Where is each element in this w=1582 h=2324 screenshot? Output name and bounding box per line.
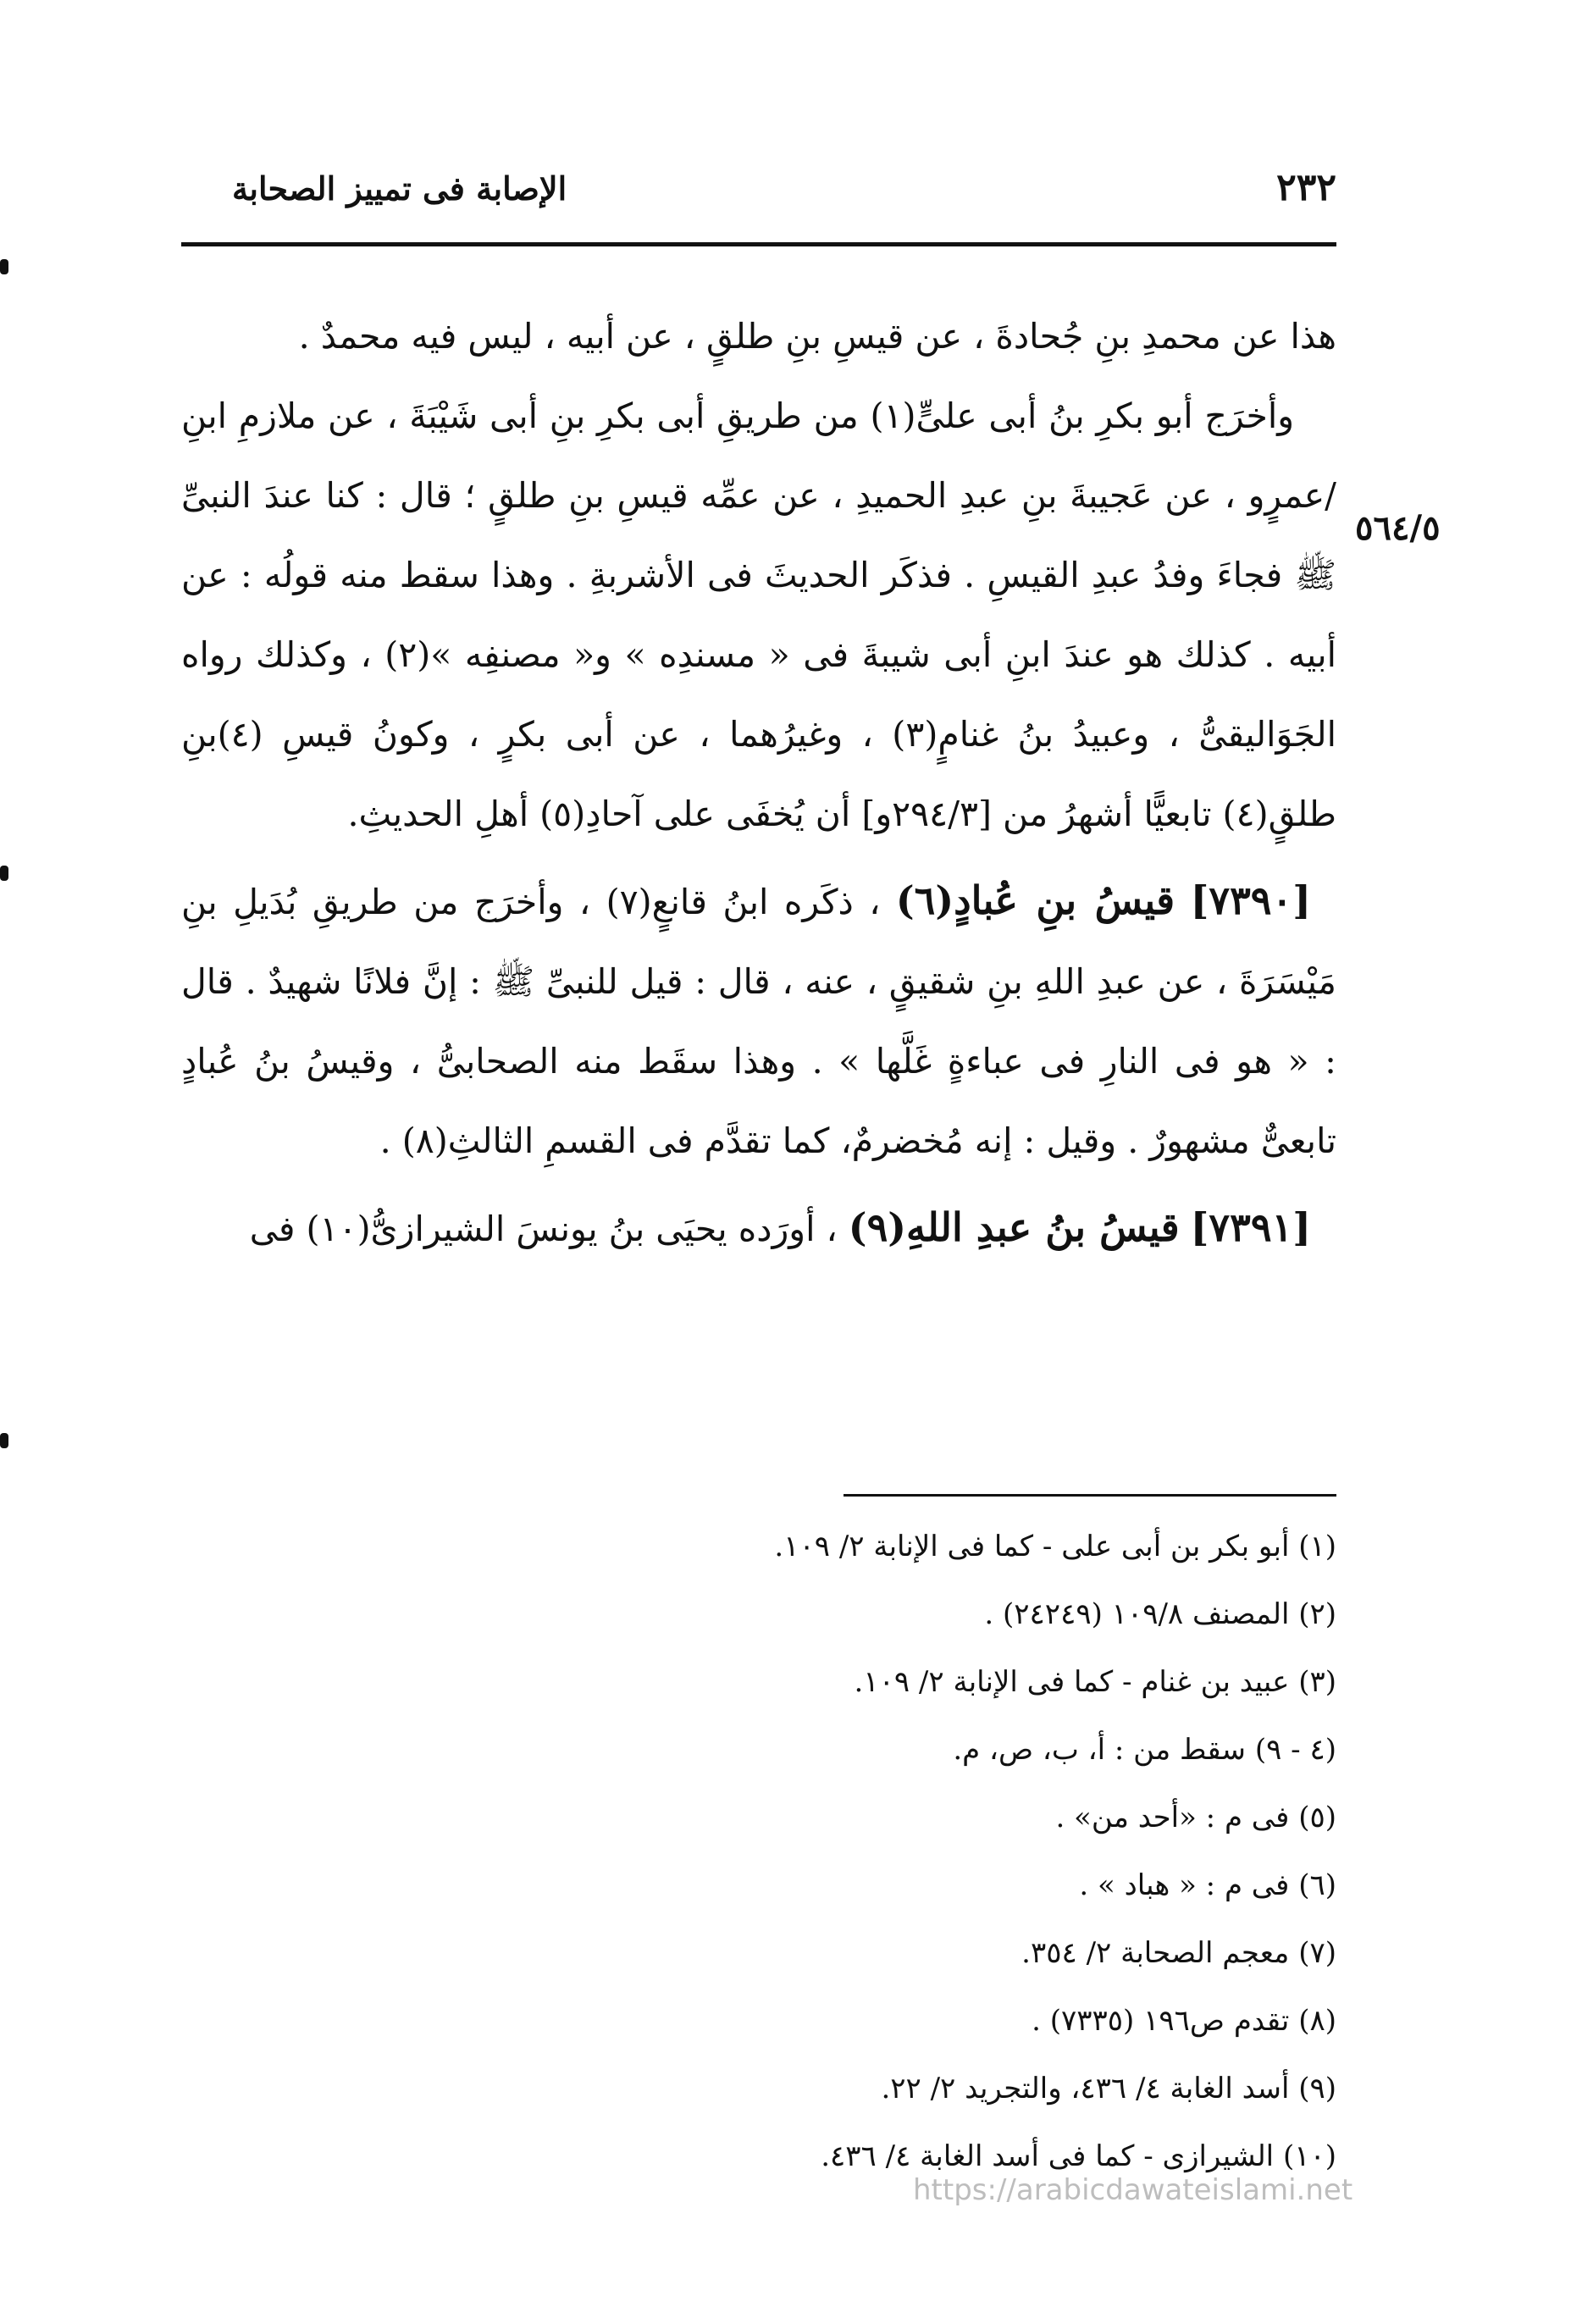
- entry-name: قيسُ بنِ عُبادٍ(٦): [895, 877, 1175, 923]
- main-text: [181, 296, 1336, 1269]
- page-number: ٢٣٢: [1276, 166, 1336, 209]
- footnote-rule: [844, 1494, 1336, 1497]
- entry-text: ، ذكَره ابنُ قانعٍ(٧) ، وأخرَج من طريقِ بُدَيلِ بنِ مَيْسَرَةَ ، عن عبدِ اللهِ بنِ شقيقٍ ، عنه ، قال : قيل للنبىِّ ﷺ : إنَّ فلانًا شهيدٌ . قال : « هو فى النارِ فى عباءةٍ غَلَّها » . وهذا سقَط منه الصحابىُّ ، وقيسُ بنُ عُبادٍ تابعىٌّ مشهورٌ . وقيل : إنه مُخضرمٌ، كما تقدَّم فى القسمِ الثالثِ(٨) .: [181, 882, 1336, 1161]
- scan-edge-mark: [0, 866, 8, 881]
- watermark-url: https://arabicdawateislami.net: [913, 2173, 1353, 2207]
- footnote: (٨) تقدم ص١٩٦ (٧٣٣٥) .: [1032, 2004, 1336, 2038]
- footnote: (٥) فى م : «أحد من» .: [1055, 1801, 1336, 1834]
- entry-name: قيسُ بنُ عبدِ اللهِ(٩): [848, 1204, 1180, 1250]
- entry-number: [٧٣٩٠]: [1190, 877, 1311, 923]
- page-header: [181, 166, 1336, 217]
- footnote: (١) أبو بكر بن أبى على - كما فى الإنابة ٢/ ١٠٩.: [774, 1530, 1336, 1563]
- footnote: (٧) معجم الصحابة ٢/ ٣٥٤.: [1021, 1936, 1336, 1970]
- entry-7390: [181, 860, 1336, 1181]
- entry-7391: [181, 1187, 1336, 1269]
- footnote: (٩) أسد الغابة ٤/ ٤٣٦، والتجريد ٢/ ٢٢.: [881, 2072, 1336, 2105]
- footnote: (٤ - ٩) سقط من : أ، ب، ص، م.: [953, 1733, 1336, 1767]
- footnote: (١٠) الشيرازى - كما فى أسد الغابة ٤/ ٤٣٦.: [821, 2139, 1336, 2173]
- running-title: الإصابة فى تمييز الصحابة: [232, 169, 567, 208]
- paragraph-1: هذا عن محمدِ بنِ جُحادةَ ، عن قيسِ بنِ طلقٍ ، عن أبيه ، ليس فيه محمدٌ .: [298, 316, 1336, 357]
- entry-number: [٧٣٩١]: [1190, 1204, 1311, 1250]
- paragraph-2: وأخرَج أبو بكرِ بنُ أبى علىٍّ(١) من طريقِ أبى بكرِ بنِ أبى شَيْبَةَ ، عن ملازمِ ابنِ /عمرٍو ، عن عَجيبةَ بنِ عبدِ الحميدِ ، عن عمِّه قيسِ بنِ طلقٍ ؛ قال : كنا عندَ النبىِّ ﷺ فجاءَ وفدُ عبدِ القيسِ . فذكَر الحديثَ فى الأشربةِ . وهذا سقط منه قولُه : عن أبيه . كذلك هو عندَ ابنِ أبى شيبةَ فى « مسندِه » و« مصنفِه »(٢) ، وكذلك رواه الجَوَاليقىُّ ، وعبيدُ بنُ غنامٍ(٣) ، وغيرُهما ، عن أبى بكرٍ ، وكونُ قيسِ (٤)بنِ طلقٍ(٤) تابعيًّا أشهرُ من [٢٩٤/٣و] أن يُخفَى على آحادِ(٥) أهلِ الحديثِ.: [181, 396, 1337, 834]
- footnote: (٦) فى م : « هباد » .: [1079, 1868, 1336, 1902]
- header-rule: [181, 242, 1336, 246]
- margin-reference: ٥٦٤/٥: [1355, 508, 1441, 548]
- scan-edge-mark: [0, 1433, 8, 1448]
- entry-text: ، أورَده يحيَى بنُ يونسَ الشيرازىُّ(١٠) فى: [249, 1209, 838, 1249]
- footnote: (٣) عبيد بن غنام - كما فى الإنابة ٢/ ١٠٩.: [854, 1665, 1336, 1699]
- footnotes: [181, 1513, 1336, 2190]
- scan-edge-mark: [0, 259, 8, 274]
- footnote: (٢) المصنف ١٠٩/٨ (٢٤٢٤٩) .: [984, 1597, 1336, 1631]
